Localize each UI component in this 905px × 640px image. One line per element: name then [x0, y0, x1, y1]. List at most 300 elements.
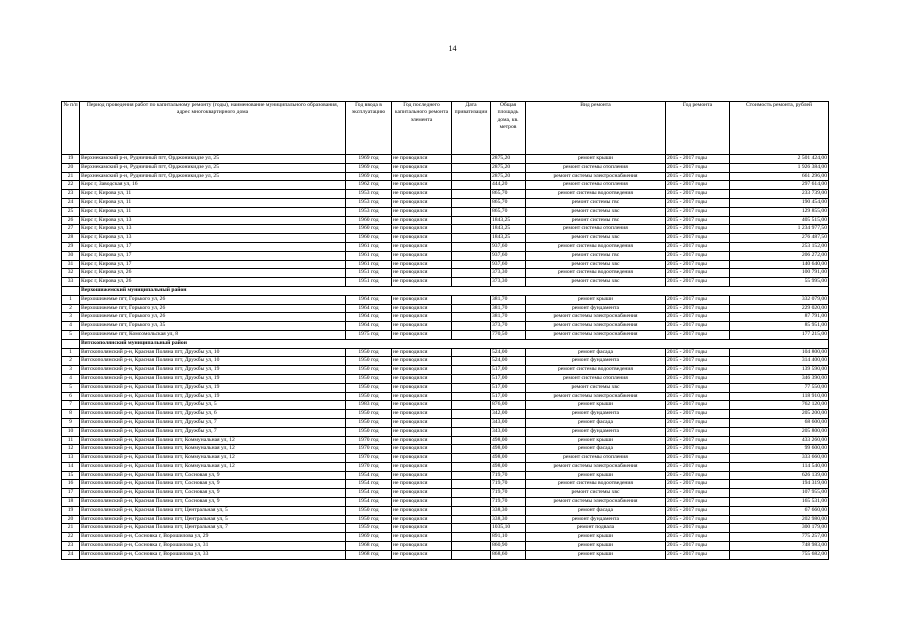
- row-address: Кирс г, Кирова ул, 13: [80, 216, 346, 225]
- row-area: 937,60: [491, 260, 526, 269]
- row-repair-type: ремонт системы хвс: [526, 383, 666, 392]
- row-last-repair: не проводился: [392, 322, 452, 331]
- row-year-built: 1964 год: [346, 322, 392, 331]
- row-year-built: 1970 год: [346, 445, 392, 454]
- table-row: [62, 251, 829, 260]
- row-number: 14: [62, 462, 80, 471]
- row-number: 20: [62, 515, 80, 524]
- row-repair-year: 2015 - 2017 годы: [666, 498, 730, 507]
- row-number: 17: [62, 489, 80, 498]
- header-year-built: Год ввода в эксплуатацию: [346, 102, 392, 155]
- row-address: Верхнекамский р-н, Рудничный пгт, Орджоникидзе ул, 25: [80, 172, 346, 181]
- row-repair-type: ремонт системы отопления: [526, 181, 666, 190]
- row-cost: 107 955,00: [730, 489, 829, 498]
- row-repair-year: 2015 - 2017 годы: [666, 251, 730, 260]
- row-address: Вятскополянский р-н, Сосновка г, Ворошилова ул, 29: [80, 533, 346, 542]
- row-repair-type: ремонт фундамента: [526, 515, 666, 524]
- row-repair-type: ремонт системы электроснабжения: [526, 392, 666, 401]
- row-repair-year: 2015 - 2017 годы: [666, 550, 730, 559]
- row-privatization: [452, 163, 491, 172]
- row-year-built: 1970 год: [346, 436, 392, 445]
- row-year-built: 1950 год: [346, 348, 392, 357]
- row-area: 517,00: [491, 366, 526, 375]
- table-row: [62, 322, 829, 331]
- row-privatization: [452, 366, 491, 375]
- row-area: 524,00: [491, 357, 526, 366]
- row-area: 2875,20: [491, 172, 526, 181]
- row-cost: 1 234 977,50: [730, 225, 829, 234]
- row-number: 21: [62, 172, 80, 181]
- row-number: 2: [62, 304, 80, 313]
- row-year-built: 1950 год: [346, 506, 392, 515]
- table-row: [62, 436, 829, 445]
- row-cost: 104 800,00: [730, 348, 829, 357]
- row-last-repair: не проводился: [392, 515, 452, 524]
- row-area: 865,70: [491, 190, 526, 199]
- table-row: [62, 163, 829, 172]
- row-privatization: [452, 278, 491, 287]
- row-address: Вятскополянский р-н, Красная Поляна пгт, Дружбы ул, 7: [80, 427, 346, 436]
- row-privatization: [452, 260, 491, 269]
- row-area: 498,00: [491, 445, 526, 454]
- row-year-built: 1983 год: [346, 401, 392, 410]
- row-year-built: 1969 год: [346, 533, 392, 542]
- row-number: 28: [62, 234, 80, 243]
- row-privatization: [452, 242, 491, 251]
- row-year-built: 1954 год: [346, 471, 392, 480]
- row-repair-type: ремонт системы отопления: [526, 163, 666, 172]
- row-repair-type: ремонт системы отопления: [526, 374, 666, 383]
- row-privatization: [452, 383, 491, 392]
- row-address: Вятскополянский р-н, Красная Поляна пгт, Коммунальная ул, 12: [80, 436, 346, 445]
- row-cost: 755 682,00: [730, 550, 829, 559]
- row-year-built: 1953 год: [346, 198, 392, 207]
- table-row: [62, 348, 829, 357]
- row-area: 937,60: [491, 251, 526, 260]
- row-address: Верхошижемье пгт, Комсомольская ул, 8: [80, 330, 346, 339]
- row-cost: 139 590,00: [730, 366, 829, 375]
- row-repair-type: ремонт крыши: [526, 295, 666, 304]
- row-cost: 332 079,00: [730, 295, 829, 304]
- row-last-repair: не проводился: [392, 506, 452, 515]
- row-number: 6: [62, 392, 80, 401]
- table-row: [62, 533, 829, 542]
- row-cost: 194 319,00: [730, 480, 829, 489]
- row-repair-year: 2015 - 2017 годы: [666, 383, 730, 392]
- row-number: 21: [62, 524, 80, 533]
- row-year-built: 1970 год: [346, 462, 392, 471]
- row-last-repair: не проводился: [392, 278, 452, 287]
- row-cost: 626 139,00: [730, 471, 829, 480]
- row-address: Кирс г, Кирова ул, 11: [80, 198, 346, 207]
- row-year-built: 1953 год: [346, 190, 392, 199]
- row-privatization: [452, 313, 491, 322]
- row-repair-type: ремонт крыши: [526, 533, 666, 542]
- row-address: Вятскополянский р-н, Красная Поляна пгт, Коммунальная ул, 12: [80, 445, 346, 454]
- row-number: 24: [62, 550, 80, 559]
- row-repair-type: ремонт системы хвс: [526, 207, 666, 216]
- row-number: 7: [62, 401, 80, 410]
- row-year-built: 1950 год: [346, 427, 392, 436]
- row-repair-year: 2015 - 2017 годы: [666, 506, 730, 515]
- row-area: 1843,25: [491, 216, 526, 225]
- table-body: [62, 155, 829, 560]
- row-repair-year: 2015 - 2017 годы: [666, 198, 730, 207]
- row-year-built: 1961 год: [346, 242, 392, 251]
- row-cost: 346 390,00: [730, 374, 829, 383]
- row-address: Вятскополянский р-н, Красная Поляна пгт, Центральная ул, 5: [80, 506, 346, 515]
- row-cost: 229 020,00: [730, 304, 829, 313]
- row-year-built: 1975 год: [346, 330, 392, 339]
- row-last-repair: не проводился: [392, 401, 452, 410]
- row-number: 8: [62, 410, 80, 419]
- row-year-built: 1968 год: [346, 542, 392, 551]
- row-privatization: [452, 216, 491, 225]
- row-year-built: 1969 год: [346, 163, 392, 172]
- row-cost: 1 926 384,00: [730, 163, 829, 172]
- table-header-row: [62, 102, 829, 155]
- row-repair-type: ремонт системы электроснабжения: [526, 172, 666, 181]
- table-row: [62, 198, 829, 207]
- row-year-built: 1950 год: [346, 366, 392, 375]
- row-repair-type: ремонт фасада: [526, 445, 666, 454]
- row-privatization: [452, 234, 491, 243]
- row-last-repair: не проводился: [392, 330, 452, 339]
- row-privatization: [452, 401, 491, 410]
- row-last-repair: не проводился: [392, 348, 452, 357]
- row-repair-type: ремонт системы гвс: [526, 198, 666, 207]
- table-row: [62, 295, 829, 304]
- row-privatization: [452, 251, 491, 260]
- row-area: 343,00: [491, 427, 526, 436]
- row-address: Верхошижемье пгт, Горького ул, 26: [80, 295, 346, 304]
- table-row: [62, 260, 829, 269]
- row-last-repair: не проводился: [392, 163, 452, 172]
- row-address: Вятскополянский р-н, Красная Поляна пгт, Коммунальная ул, 12: [80, 462, 346, 471]
- header-privatization: Дата приватизации: [452, 102, 491, 155]
- row-repair-year: 2015 - 2017 годы: [666, 190, 730, 199]
- row-year-built: 1950 год: [346, 515, 392, 524]
- row-privatization: [452, 427, 491, 436]
- row-repair-type: ремонт системы электроснабжения: [526, 313, 666, 322]
- row-last-repair: не проводился: [392, 462, 452, 471]
- row-cost: 99 600,00: [730, 445, 829, 454]
- row-last-repair: не проводился: [392, 383, 452, 392]
- row-repair-type: ремонт системы водоотведения: [526, 480, 666, 489]
- row-cost: 68 600,00: [730, 418, 829, 427]
- row-area: 517,00: [491, 374, 526, 383]
- row-cost: 55 995,00: [730, 278, 829, 287]
- row-repair-type: ремонт подвала: [526, 524, 666, 533]
- row-last-repair: не проводился: [392, 374, 452, 383]
- table-row: [62, 304, 829, 313]
- row-repair-year: 2015 - 2017 годы: [666, 313, 730, 322]
- row-number: 3: [62, 366, 80, 375]
- row-repair-year: 2015 - 2017 годы: [666, 225, 730, 234]
- row-area: 373,70: [491, 322, 526, 331]
- row-number: 24: [62, 198, 80, 207]
- table-row: [62, 207, 829, 216]
- row-cost: 300 179,00: [730, 524, 829, 533]
- row-privatization: [452, 445, 491, 454]
- row-cost: 100 791,00: [730, 269, 829, 278]
- row-cost: 775 257,00: [730, 533, 829, 542]
- table-row: [62, 427, 829, 436]
- row-cost: 405 515,00: [730, 216, 829, 225]
- row-repair-type: ремонт системы отопления: [526, 225, 666, 234]
- section-row: [62, 339, 829, 348]
- row-privatization: [452, 454, 491, 463]
- row-repair-year: 2015 - 2017 годы: [666, 533, 730, 542]
- row-last-repair: не проводился: [392, 366, 452, 375]
- row-last-repair: не проводился: [392, 427, 452, 436]
- row-address: Кирс г, Кирова ул, 13: [80, 234, 346, 243]
- row-repair-type: ремонт системы электроснабжения: [526, 462, 666, 471]
- row-cost: 114 540,00: [730, 462, 829, 471]
- table-row: [62, 234, 829, 243]
- row-privatization: [452, 498, 491, 507]
- row-address: Вятскополянский р-н, Красная Поляна пгт, Сосновая ул, 9: [80, 480, 346, 489]
- row-cost: 118 910,00: [730, 392, 829, 401]
- row-number: 18: [62, 498, 80, 507]
- row-last-repair: не проводился: [392, 295, 452, 304]
- row-year-built: 1964 год: [346, 313, 392, 322]
- row-area: 373,30: [491, 278, 526, 287]
- row-last-repair: не проводился: [392, 524, 452, 533]
- row-last-repair: не проводился: [392, 269, 452, 278]
- row-privatization: [452, 295, 491, 304]
- row-repair-type: ремонт системы хвс: [526, 234, 666, 243]
- row-address: Кирс г, Кирова ул, 11: [80, 207, 346, 216]
- row-repair-year: 2015 - 2017 годы: [666, 155, 730, 164]
- row-last-repair: не проводился: [392, 216, 452, 225]
- row-privatization: [452, 207, 491, 216]
- row-area: 865,70: [491, 198, 526, 207]
- row-year-built: 1950 год: [346, 392, 392, 401]
- row-address: Вятскополянский р-н, Красная Поляна пгт, Дружбы ул, 19: [80, 374, 346, 383]
- row-privatization: [452, 322, 491, 331]
- row-address: Вятскополянский р-н, Красная Поляна пгт, Сосновая ул, 9: [80, 471, 346, 480]
- table-row: [62, 313, 829, 322]
- row-number: 3: [62, 313, 80, 322]
- row-number: 22: [62, 533, 80, 542]
- row-last-repair: не проводился: [392, 489, 452, 498]
- row-number: 16: [62, 480, 80, 489]
- row-last-repair: не проводился: [392, 260, 452, 269]
- row-repair-year: 2015 - 2017 годы: [666, 410, 730, 419]
- row-area: 891,10: [491, 533, 526, 542]
- row-address: Кирс г, Кирова ул, 17: [80, 260, 346, 269]
- row-privatization: [452, 462, 491, 471]
- row-repair-year: 2015 - 2017 годы: [666, 172, 730, 181]
- row-cost: 85 951,00: [730, 322, 829, 331]
- row-year-built: 1960 год: [346, 216, 392, 225]
- row-area: 524,00: [491, 348, 526, 357]
- row-last-repair: не проводился: [392, 418, 452, 427]
- row-repair-year: 2015 - 2017 годы: [666, 366, 730, 375]
- row-repair-year: 2015 - 2017 годы: [666, 322, 730, 331]
- row-cost: 205 200,00: [730, 410, 829, 419]
- row-repair-year: 2015 - 2017 годы: [666, 330, 730, 339]
- row-repair-year: 2015 - 2017 годы: [666, 304, 730, 313]
- row-repair-year: 2015 - 2017 годы: [666, 269, 730, 278]
- row-address: Вятскополянский р-н, Красная Поляна пгт, Сосновая ул, 9: [80, 489, 346, 498]
- row-repair-year: 2015 - 2017 годы: [666, 418, 730, 427]
- row-cost: 129 855,00: [730, 207, 829, 216]
- row-year-built: 1951 год: [346, 278, 392, 287]
- row-number: 25: [62, 207, 80, 216]
- row-address: Вятскополянский р-н, Красная Поляна пгт, Центральная ул, 7: [80, 524, 346, 533]
- row-number: 30: [62, 251, 80, 260]
- row-last-repair: не проводился: [392, 234, 452, 243]
- page-number: 14: [448, 44, 457, 53]
- row-cost: 205 800,00: [730, 427, 829, 436]
- row-last-repair: не проводился: [392, 550, 452, 559]
- row-last-repair: не проводился: [392, 445, 452, 454]
- row-privatization: [452, 418, 491, 427]
- row-address: Вятскополянский р-н, Красная Поляна пгт, Дружбы ул, 10: [80, 357, 346, 366]
- row-address: Верхошижемье пгт, Горького ул, 26: [80, 304, 346, 313]
- section-title: Верхошижемский муниципальный район: [80, 286, 829, 295]
- row-number: 22: [62, 181, 80, 190]
- row-repair-year: 2015 - 2017 годы: [666, 242, 730, 251]
- header-address: Период проведения работ по капитальному ремонту (годы), наименование муниципального образования, адрес многоквартирного дома: [80, 102, 346, 155]
- row-repair-type: ремонт системы водоотведения: [526, 190, 666, 199]
- row-area: 876,00: [491, 401, 526, 410]
- row-area: 444,20: [491, 181, 526, 190]
- table-row: [62, 269, 829, 278]
- row-last-repair: не проводился: [392, 207, 452, 216]
- row-repair-type: ремонт фундамента: [526, 410, 666, 419]
- table-row: [62, 462, 829, 471]
- row-cost: 177 215,00: [730, 330, 829, 339]
- row-cost: 206 272,00: [730, 251, 829, 260]
- row-last-repair: не проводился: [392, 181, 452, 190]
- row-repair-type: ремонт фундамента: [526, 304, 666, 313]
- row-privatization: [452, 506, 491, 515]
- row-address: Верхнекамский р-н, Рудничный пгт, Орджоникидзе ул, 25: [80, 163, 346, 172]
- row-last-repair: не проводился: [392, 251, 452, 260]
- row-year-built: 1950 год: [346, 357, 392, 366]
- row-privatization: [452, 436, 491, 445]
- row-privatization: [452, 392, 491, 401]
- row-year-built: 1950 год: [346, 410, 392, 419]
- row-privatization: [452, 225, 491, 234]
- table-row: [62, 216, 829, 225]
- table-row: [62, 542, 829, 551]
- row-year-built: 1970 год: [346, 454, 392, 463]
- row-area: 937,60: [491, 242, 526, 251]
- row-last-repair: не проводился: [392, 471, 452, 480]
- table-row: [62, 489, 829, 498]
- row-area: 338,30: [491, 506, 526, 515]
- row-cost: 140 640,00: [730, 260, 829, 269]
- row-repair-year: 2015 - 2017 годы: [666, 348, 730, 357]
- row-last-repair: не проводился: [392, 454, 452, 463]
- table-row: [62, 278, 829, 287]
- table-row: [62, 480, 829, 489]
- row-repair-type: ремонт фундамента: [526, 357, 666, 366]
- row-address: Вятскополянский р-н, Красная Поляна пгт, Дружбы ул, 10: [80, 348, 346, 357]
- row-area: 1843,25: [491, 225, 526, 234]
- row-number: 12: [62, 445, 80, 454]
- row-last-repair: не проводился: [392, 533, 452, 542]
- table-row: [62, 366, 829, 375]
- row-privatization: [452, 330, 491, 339]
- row-last-repair: не проводился: [392, 542, 452, 551]
- table-row: [62, 155, 829, 164]
- row-privatization: [452, 410, 491, 419]
- row-repair-type: ремонт системы гвс: [526, 216, 666, 225]
- row-area: 498,00: [491, 454, 526, 463]
- header-repair-type: Вид ремонта: [526, 102, 666, 155]
- row-repair-type: ремонт системы хвс: [526, 260, 666, 269]
- row-cost: 253 152,00: [730, 242, 829, 251]
- row-year-built: 1964 год: [346, 304, 392, 313]
- row-year-built: 1960 год: [346, 234, 392, 243]
- table-row: [62, 506, 829, 515]
- table-row: [62, 471, 829, 480]
- row-repair-type: ремонт системы гвс: [526, 251, 666, 260]
- row-repair-year: 2015 - 2017 годы: [666, 542, 730, 551]
- row-number: 1: [62, 348, 80, 357]
- row-year-built: 1962 год: [346, 181, 392, 190]
- row-repair-year: 2015 - 2017 годы: [666, 401, 730, 410]
- table-row: [62, 392, 829, 401]
- row-last-repair: не проводился: [392, 392, 452, 401]
- row-last-repair: не проводился: [392, 498, 452, 507]
- row-number: 13: [62, 454, 80, 463]
- row-number: 2: [62, 357, 80, 366]
- row-cost: 433 260,00: [730, 436, 829, 445]
- row-year-built: 1954 год: [346, 480, 392, 489]
- row-privatization: [452, 357, 491, 366]
- row-repair-year: 2015 - 2017 годы: [666, 480, 730, 489]
- row-area: 1035,10: [491, 524, 526, 533]
- row-number: 23: [62, 542, 80, 551]
- row-repair-type: ремонт крыши: [526, 436, 666, 445]
- row-number: 1: [62, 295, 80, 304]
- row-repair-type: ремонт фасада: [526, 506, 666, 515]
- row-number: 4: [62, 374, 80, 383]
- table-row: [62, 515, 829, 524]
- row-privatization: [452, 374, 491, 383]
- row-repair-type: ремонт крыши: [526, 155, 666, 164]
- row-year-built: 1951 год: [346, 269, 392, 278]
- row-address: Вятскополянский р-н, Красная Поляна пгт, Сосновая ул, 9: [80, 498, 346, 507]
- row-repair-year: 2015 - 2017 годы: [666, 278, 730, 287]
- row-address: Вятскополянский р-н, Красная Поляна пгт, Дружбы ул, 19: [80, 366, 346, 375]
- row-address: Вятскополянский р-н, Красная Поляна пгт, Дружбы ул, 5: [80, 401, 346, 410]
- row-privatization: [452, 489, 491, 498]
- row-repair-year: 2015 - 2017 годы: [666, 295, 730, 304]
- row-year-built: 1968 год: [346, 550, 392, 559]
- row-cost: 661 296,00: [730, 172, 829, 181]
- row-cost: 314 400,00: [730, 357, 829, 366]
- row-cost: 2 501 424,00: [730, 155, 829, 164]
- row-area: 343,00: [491, 418, 526, 427]
- row-repair-year: 2015 - 2017 годы: [666, 260, 730, 269]
- row-year-built: 1969 год: [346, 172, 392, 181]
- section-row: [62, 286, 829, 295]
- header-cost: Стоимость ремонта, рублей: [730, 102, 829, 155]
- row-area: 1843,25: [491, 234, 526, 243]
- section-num: [62, 339, 80, 348]
- row-repair-year: 2015 - 2017 годы: [666, 524, 730, 533]
- table-row: [62, 383, 829, 392]
- row-cost: 77 550,00: [730, 383, 829, 392]
- capital-repair-table: [61, 101, 829, 560]
